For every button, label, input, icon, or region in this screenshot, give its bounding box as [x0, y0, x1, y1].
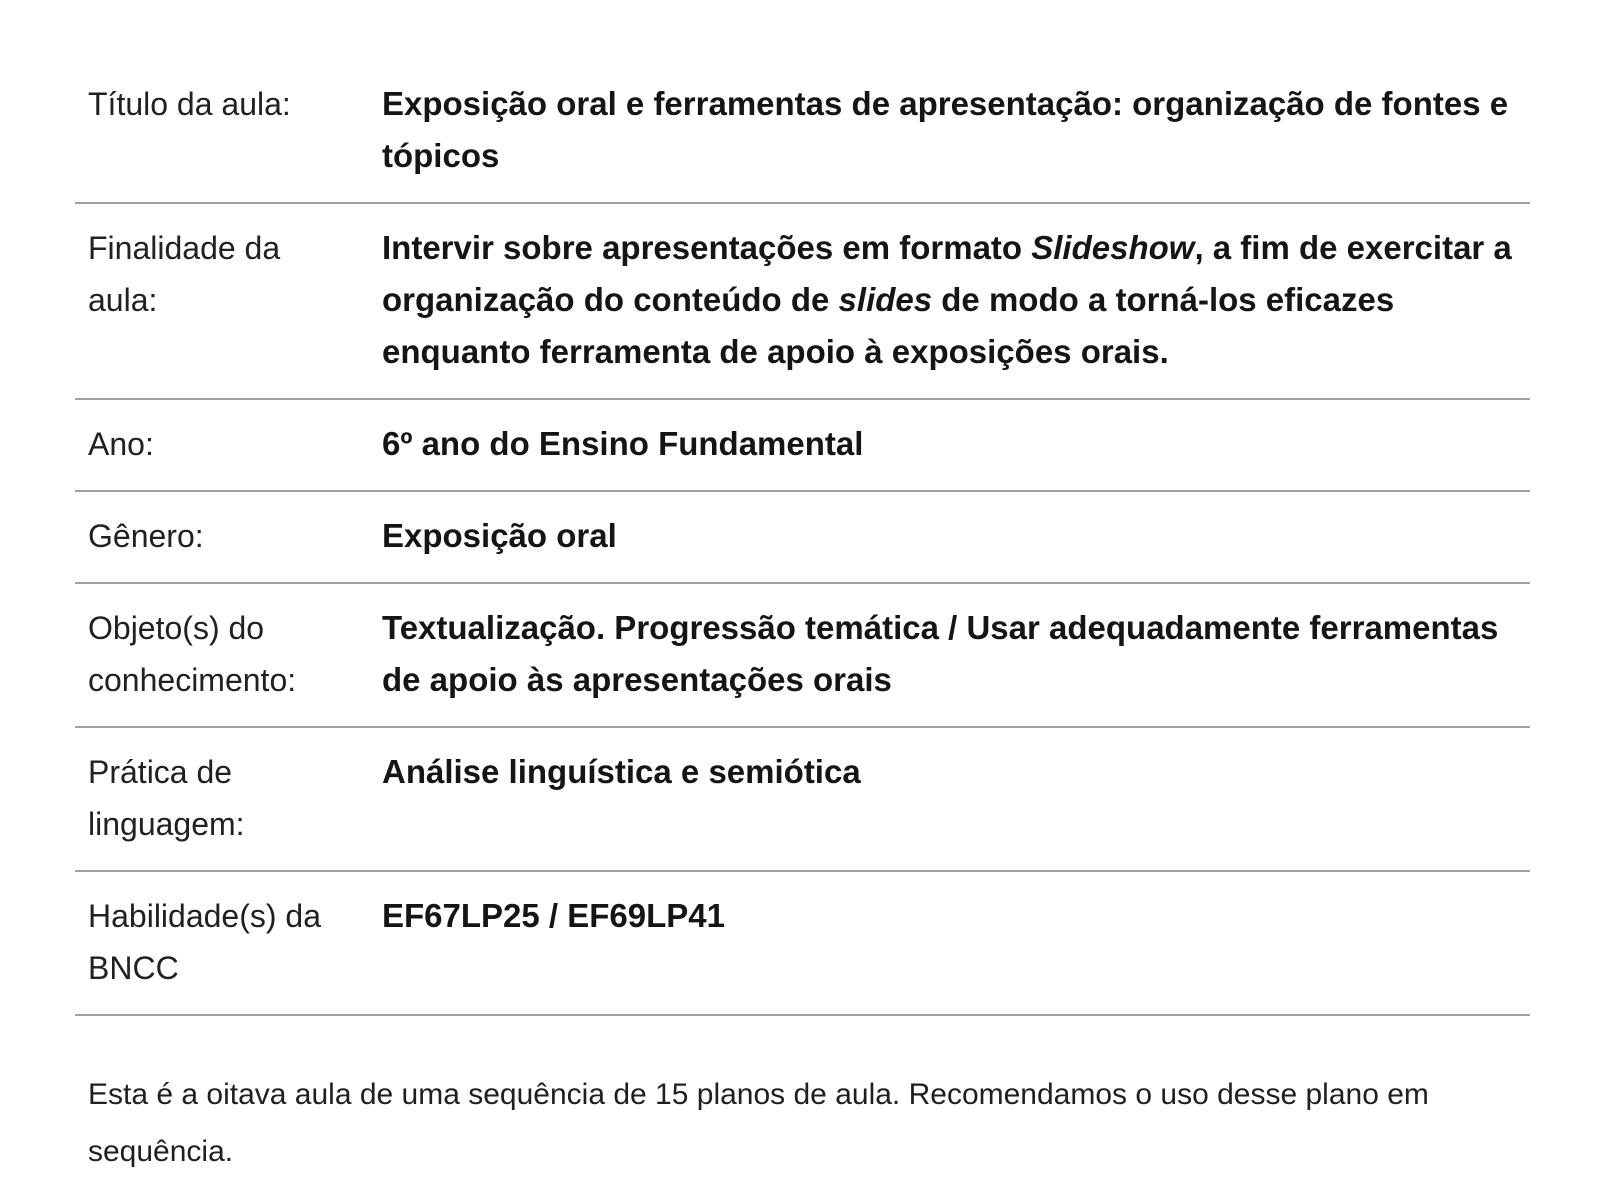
row-value: Textualização. Progressão temática / Usar adequadamente ferramentas de apoio às apresentações orais	[382, 609, 1499, 698]
lesson-plan-table	[75, 78, 1530, 1016]
row-label: Prática de linguagem:	[88, 754, 245, 842]
table-row-finalidade-da-aula	[75, 204, 1530, 400]
row-value: Análise linguística e semiótica	[382, 753, 861, 790]
row-value: Exposição oral	[382, 517, 617, 554]
table-row-habilidades-da-bncc	[75, 872, 1530, 1016]
row-value: Intervir sobre apresentações em formato Slideshow, a fim de exercitar a organização do conteúdo de slides de modo a torná-los eficazes enquanto ferramenta de apoio à exposições orais.	[382, 229, 1512, 370]
table-row-ano	[75, 400, 1530, 492]
row-label: Ano:	[88, 426, 154, 462]
row-value: Exposição oral e ferramentas de apresentação: organização de fontes e tópicos	[382, 85, 1509, 174]
table-row-genero	[75, 492, 1530, 584]
table-row-titulo-da-aula	[75, 78, 1530, 204]
sequence-note: Esta é a oitava aula de uma sequência de 15 planos de aula. Recomendamos o uso desse plano em sequência.	[88, 1078, 1429, 1168]
table-row-pratica-de-linguagem	[75, 728, 1530, 872]
table-row-objetos-do-conhecimento	[75, 584, 1530, 728]
row-label: Título da aula:	[88, 86, 291, 122]
row-label: Objeto(s) do conhecimento:	[88, 610, 297, 698]
row-label: Gênero:	[88, 518, 204, 554]
row-label: Habilidade(s) da BNCC	[88, 898, 322, 986]
row-value: EF67LP25 / EF69LP41	[382, 897, 726, 934]
row-value: 6º ano do Ensino Fundamental	[382, 425, 864, 462]
row-label: Finalidade da aula:	[88, 230, 281, 318]
